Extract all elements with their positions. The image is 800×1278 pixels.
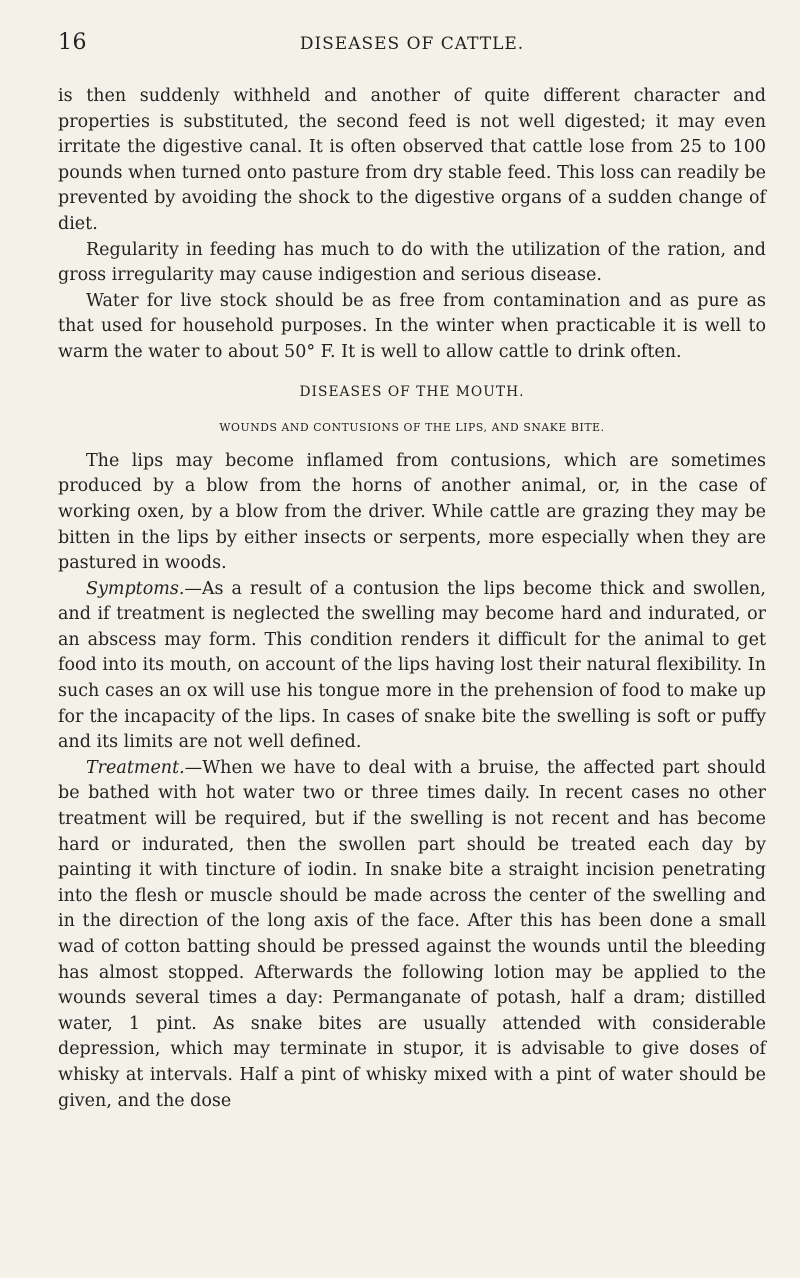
page-header [58, 26, 766, 62]
symptoms-text: —As a result of a contusion the lips become thick and swollen, and if treatment is neglected the swelling may become hard and indurated, or an abscess may form. This condition renders it difficult for the animal to get food into its mouth, on account of the lips having lost their natural flexibility. In such cases an ox will use his tongue more in the prehension of food to make up for the incapacity of the lips. In cases of snake bite the swelling is soft or puffy and its limits are not well defined. [58, 578, 766, 753]
paragraph-continued: is then suddenly withheld and another of quite different character and properties is substituted, the second feed is not well digested; it may even irritate the digestive canal. It is often observed that cattle lose from 25 to 100 pounds when turned onto pasture from dry stable feed. This loss can readily be prevented by avoiding the shock to the digestive organs of a sudden change of diet. [58, 86, 766, 234]
treatment-lead: Treatment. [86, 757, 185, 778]
treatment-text: —When we have to deal with a bruise, the affected part should be bathed with hot water two or three times daily. In recent cases no other treatment will be required, but if the swelling is not recent and has become hard or indurated, then the swollen part should be treated each day by painting it with tincture of iodin. In snake bite a straight incision penetrating into the flesh or muscle should be made across the center of the swelling and in the direction of the long axis of the face. After this has been done a small wad of cotton batting should be pressed against the wounds until the bleeding has almost stopped. Afterwards the following lotion may be applied to the wounds several times a day: Permanganate of potash, half a dram; distilled water, 1 pint. As snake bites are usually attended with considerable depression, which may terminate in stupor, it is advisable to give doses of whisky at intervals. Half a pint of whisky mixed with a pint of water should be given, and the dose [58, 757, 766, 1111]
paragraph-symptoms [58, 577, 766, 756]
page-number: 16 [58, 30, 87, 55]
paragraph-water: Water for live stock should be as free from contamination and as pure as that used for household purposes. In the winter when practicable it is well to warm the water to about 50° F. It is well to allow cattle to drink often. [58, 290, 766, 362]
running-head: DISEASES OF CATTLE. [299, 34, 525, 54]
book-page [58, 26, 766, 1114]
paragraph-treatment [58, 756, 766, 1114]
paragraph-lips-intro: The lips may become inflamed from contusions, which are sometimes produced by a blow from the horns of another animal, or, in the case of working oxen, by a blow from the driver. While cattle are grazing they may be bitten in the lips by either insects or serpents, more especially when they are pastured in woods. [58, 450, 766, 574]
symptoms-lead: Symptoms. [86, 578, 185, 599]
body-text [58, 84, 766, 1114]
subsection-heading: WOUNDS AND CONTUSIONS OF THE LIPS, AND SNAKE BITE. [219, 421, 605, 435]
section-heading: DISEASES OF THE MOUTH. [299, 383, 525, 400]
paragraph-regularity: Regularity in feeding has much to do with the utilization of the ration, and gross irregularity may cause indigestion and serious disease. [58, 239, 766, 286]
